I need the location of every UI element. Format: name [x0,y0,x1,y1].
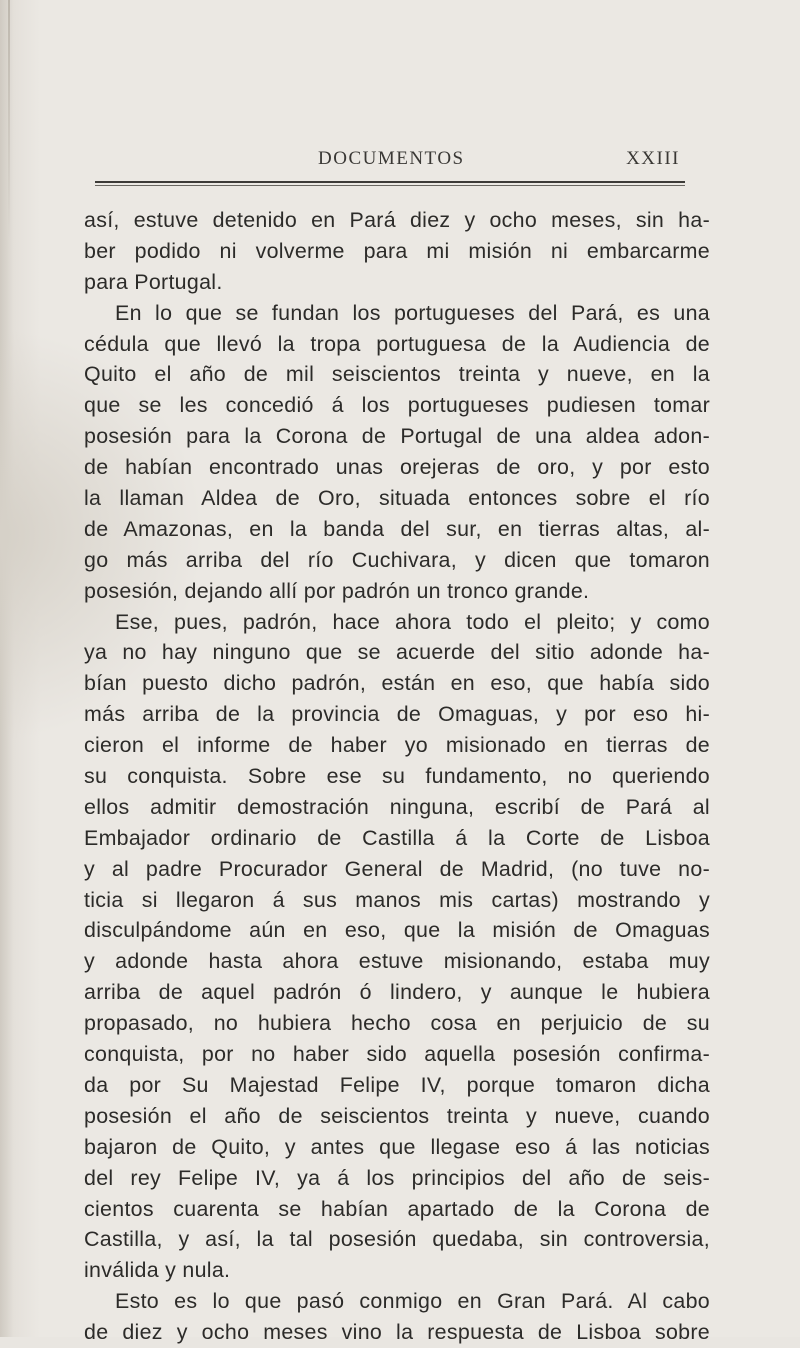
text-line: del rey Felipe IV, ya á los principios del año de seis- [84,1165,710,1190]
text-line: que se les concedió á los portugueses pudiesen tomar [84,393,710,418]
header-rule-thin [95,185,685,186]
text-line: bían puesto dicho padrón, están en eso, que había sido [84,671,710,696]
text-line: cientos cuarenta se habían apartado de la Corona de [84,1196,710,1221]
text-line: Esto es lo que pasó conmigo en Gran Pará. Al cabo [115,1289,710,1314]
body-text [84,205,710,1348]
text-line: ya no hay ninguno que se acuerde del sitio adonde ha- [84,640,710,665]
text-line: la llaman Aldea de Oro, situada entonces sobre el río [84,486,710,511]
text-line: ticia si llegaron á sus manos mis cartas) mostrando y [84,887,710,912]
text-line: propasado, no hubiera hecho cosa en perjuicio de su [84,1011,710,1036]
text-line: arriba de aquel padrón ó lindero, y aunque le hubiera [84,980,710,1005]
text-line: Ese, pues, padrón, hace ahora todo el pleito; y como [115,609,710,634]
text-line: y adonde hasta ahora estuve misionando, estaba muy [84,949,710,974]
text-line: de diez y ocho meses vino la respuesta de Lisboa sobre [84,1320,710,1345]
running-head: DOCUMENTOS [318,148,465,169]
page-gutter-shadow [8,0,10,240]
page-header [98,148,680,174]
text-line: y al padre Procurador General de Madrid, (no tuve no- [84,856,710,881]
text-line: posesión para la Corona de Portugal de una aldea adon- [84,424,710,449]
text-line: ber podido ni volverme para mi misión ni embarcarme [84,238,710,263]
text-line: de Amazonas, en la banda del sur, en tierras altas, al- [84,516,710,541]
page-number: XXIII [626,148,680,169]
text-line: conquista, por no haber sido aquella posesión confirma- [84,1042,710,1067]
text-line: inválida y nula. [84,1258,231,1283]
text-line: posesión, dejando allí por padrón un tronco grande. [84,578,590,603]
text-line: ellos admitir demostración ninguna, escribí de Pará al [84,794,710,819]
text-line: Embajador ordinario de Castilla á la Corte de Lisboa [84,825,710,850]
text-line: En lo que se fundan los portugueses del Pará, es una [115,300,710,325]
text-line: cieron el informe de haber yo misionado en tierras de [84,733,710,758]
text-line: de habían encontrado unas orejeras de oro, y por esto [84,455,710,480]
text-line: cédula que llevó la tropa portuguesa de la Audiencia de [84,331,710,356]
header-rule [95,181,685,183]
text-line: su conquista. Sobre ese su fundamento, no queriendo [84,764,710,789]
text-line: da por Su Majestad Felipe IV, porque tomaron dicha [84,1072,710,1097]
text-line: para Portugal. [84,269,223,294]
text-line: posesión el año de seiscientos treinta y nueve, cuando [84,1103,710,1128]
text-line: go más arriba del río Cuchivara, y dicen que tomaron [84,547,710,572]
text-line: Quito el año de mil seiscientos treinta y nueve, en la [84,362,710,387]
text-line: Castilla, y así, la tal posesión quedaba, sin controversia, [84,1227,710,1252]
text-line: bajaron de Quito, y antes que llegase eso á las noticias [84,1134,710,1159]
text-line: más arriba de la provincia de Omaguas, y por eso hi- [84,702,710,727]
text-line: así, estuve detenido en Pará diez y ocho meses, sin ha- [84,208,710,232]
text-line: disculpándome aún en eso, que la misión de Omaguas [84,918,710,943]
